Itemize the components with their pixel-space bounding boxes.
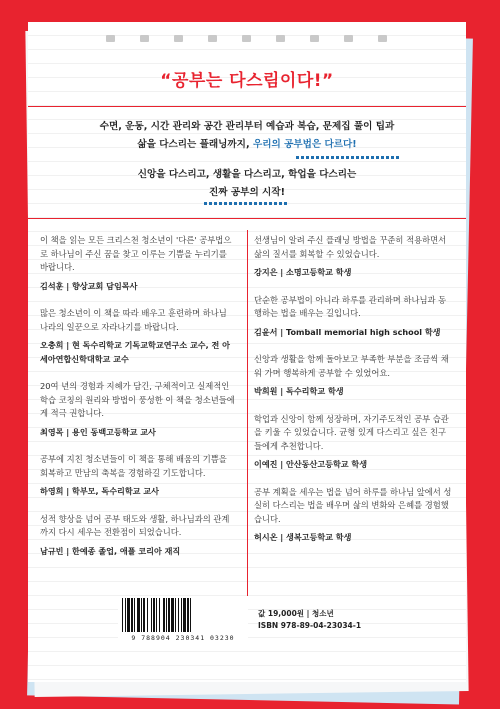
review-text: 20여 년의 경험과 지혜가 담긴, 구체적이고 실제적인 학습 코칭의 원리와 방법이 풍성한 이 책을 청소년들에게 적극 권합니다.: [40, 381, 235, 418]
binding-hole: [378, 35, 387, 42]
intro-line: 신앙을 다스리고, 생활을 다스리고, 학업을 다스리는: [137, 169, 357, 180]
binding-hole: [344, 35, 353, 42]
headline-quote: “공부는 다스림이다!”: [160, 71, 334, 91]
review-author: 김석훈 | 향상교회 담임목사: [40, 280, 138, 291]
intro-line: 수면, 운동, 시간 관리와 공간 관리부터 예습과 복습, 문제집 풀이 팁과: [99, 121, 395, 132]
review-text: 단순한 공부법이 아니라 하루를 관리하며 하나님과 동행하는 법을 배우는 길입니다.: [254, 294, 447, 318]
intro-text: 삶을 다스리는 플래닝까지,: [137, 139, 253, 150]
review-author: 이예진 | 안산동산고등학교 학생: [254, 459, 368, 469]
binding-hole: [276, 35, 285, 42]
barcode-number: 9 788904 230341 03230: [131, 634, 235, 642]
intro-paragraph-2: [28, 166, 466, 202]
review-item: [254, 294, 454, 340]
review-item: [40, 234, 236, 293]
review-item: [40, 380, 236, 439]
review-author: 김윤서 | Tomball memorial high school 학생: [254, 326, 441, 337]
review-author: 하영희 | 학부모, 독수리학교 교사: [40, 486, 159, 496]
price-value: 값 19,000원: [258, 609, 305, 618]
reviews-left-column: [40, 234, 236, 572]
intro-paragraph-1: [28, 118, 466, 154]
note-paper: [28, 22, 466, 682]
reviews-right-column: [254, 234, 454, 559]
divider-middle: [28, 218, 466, 219]
intro-line: 진짜 공부의 시작!: [209, 187, 285, 198]
review-text: 학업과 신앙이 함께 성장하며, 자기주도적인 공부 습관을 키울 수 있었습니다. 균형 있게 다스리고 싶은 친구들에게 추천합니다.: [254, 413, 449, 451]
category-label: | 청소년: [306, 609, 334, 618]
review-text: 성적 향상을 넘어 공부 태도와 생활, 하나님과의 관계까지 다시 세우는 전환점이 되었습니다.: [40, 513, 230, 537]
review-author: 오충희 | 현 독수리학교 기독교학교연구소 교수, 전 아세아연합신학대학교 교수: [40, 340, 230, 364]
column-divider: [247, 230, 248, 610]
review-text: 선생님이 알려 주신 플래닝 방법을 꾸준히 적용하면서 삶의 질서를 회복할 수 있었습니다.: [254, 235, 447, 259]
review-item: [40, 513, 236, 559]
wavy-underline: [204, 202, 288, 205]
review-item: [40, 307, 236, 366]
review-item: [254, 234, 454, 280]
binding-hole: [310, 35, 319, 42]
review-author: 강지은 | 소명고등학교 학생: [254, 267, 352, 277]
barcode-bars: [122, 598, 244, 632]
divider-top: [28, 106, 466, 107]
review-author: 최영목 | 용인 동백고등학교 교사: [40, 426, 156, 437]
binding-hole: [106, 35, 115, 42]
binding-hole: [208, 35, 217, 42]
barcode-stripe: [191, 598, 193, 632]
review-text: 신앙과 생활을 함께 돌아보고 부족한 부분을 조금씩 채워 가며 행복하게 공부할 수 있었어요.: [254, 354, 449, 378]
review-text: 공부에 지친 청소년들이 이 책을 통해 배움의 기쁨을 회복하고 만남의 축복을 경험하길 기도합니다.: [40, 454, 227, 478]
review-item: [254, 413, 454, 472]
binding-hole: [140, 35, 149, 42]
review-text: 공부 계획을 세우는 법을 넘어 하루를 하나님 앞에서 성실히 다스리는 법을 배우며 삶의 변화와 은혜를 경험했습니다.: [254, 486, 452, 524]
price-block: [258, 608, 361, 632]
intro-highlight: 우리의 공부법은 다르다!: [252, 139, 357, 150]
review-author: 박희원 | 독수리학교 학생: [254, 386, 344, 396]
binding-hole: [174, 35, 183, 42]
isbn-barcode: [118, 596, 248, 648]
review-item: [40, 453, 236, 499]
wavy-underline: [296, 156, 400, 159]
binding-hole: [242, 35, 251, 42]
review-item: [254, 353, 454, 399]
review-item: [254, 486, 454, 545]
review-text: 많은 청소년이 이 책을 따라 배우고 훈련하며 하나님 나라의 일꾼으로 자라나기를 바랍니다.: [40, 308, 227, 332]
review-text: 이 책을 읽는 모든 크리스천 청소년이 '다른' 공부법으로 하나님이 주신 꿈을 찾고 이루는 기쁨을 누리기를 바랍니다.: [40, 235, 232, 272]
intro-line: [28, 136, 466, 154]
isbn-text: ISBN 978-89-04-23034-1: [258, 621, 362, 630]
review-author: 허시온 | 생복고등학교 학생: [254, 532, 352, 542]
review-author: 남규빈 | 한예종 졸업, 애플 코리아 재직: [40, 545, 181, 556]
price-line: [258, 608, 361, 620]
